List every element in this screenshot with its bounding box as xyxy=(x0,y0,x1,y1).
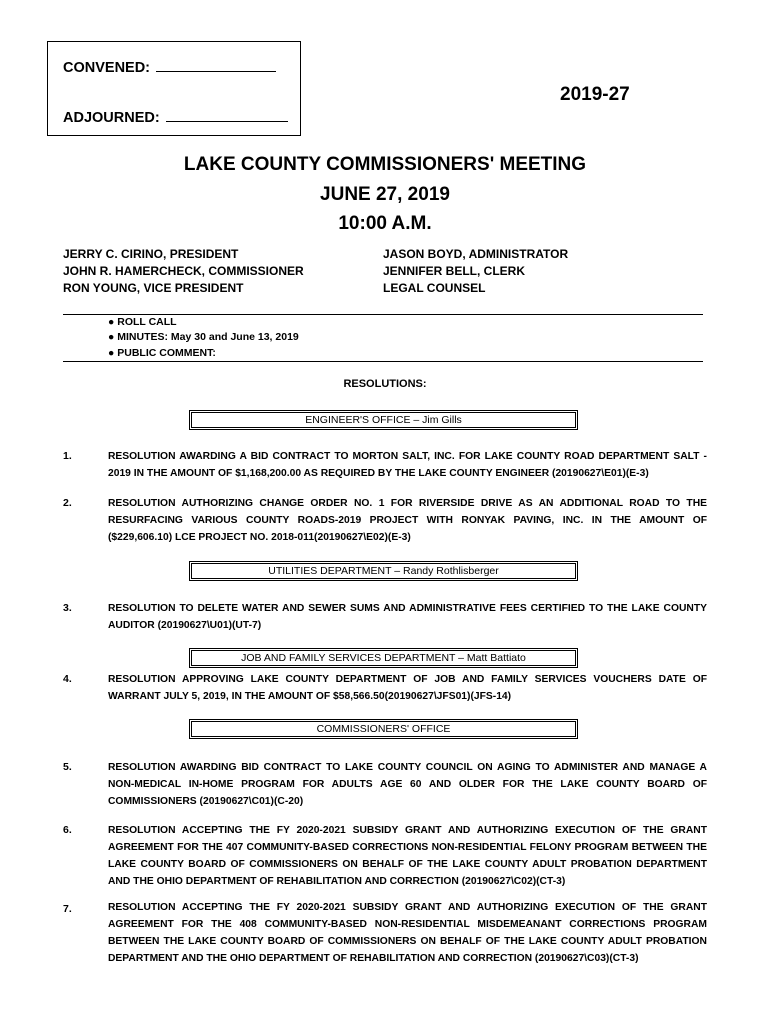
item-number-7: 7. xyxy=(63,903,72,915)
item-number-6: 6. xyxy=(63,824,72,836)
agenda-bottom-rule xyxy=(63,361,703,362)
resolutions-heading: RESOLUTIONS: xyxy=(343,378,427,390)
meeting-title: LAKE COUNTY COMMISSIONERS' MEETING xyxy=(183,154,587,175)
dept-engineers-label: ENGINEER'S OFFICE – Jim Gills xyxy=(191,412,576,428)
adjourned-label: ADJOURNED: xyxy=(63,110,160,126)
official-right-3: LEGAL COUNSEL xyxy=(383,281,486,295)
item-number-1: 1. xyxy=(63,450,72,462)
agenda-top-rule xyxy=(63,314,703,315)
resolution-item-3: RESOLUTION TO DELETE WATER AND SEWER SUMS AND ADMINISTRATIVE FEES CERTIFIED TO THE LAKE COUNTY AUDITOR (20190627\U01)(UT-7) xyxy=(108,603,707,631)
meeting-time: 10:00 A.M. xyxy=(338,213,432,234)
item-number-3: 3. xyxy=(63,602,72,614)
convened-label: CONVENED: xyxy=(63,60,151,76)
official-left-2: JOHN R. HAMERCHECK, COMMISSIONER xyxy=(63,264,304,278)
agenda-public-comment: ● PUBLIC COMMENT: xyxy=(108,347,216,359)
dept-utilities-label: UTILITIES DEPARTMENT – Randy Rothlisberger xyxy=(191,563,576,579)
official-left-3: RON YOUNG, VICE PRESIDENT xyxy=(63,281,244,295)
dept-jfs-label: JOB AND FAMILY SERVICES DEPARTMENT – Matt Battiato xyxy=(191,650,576,666)
meeting-date: JUNE 27, 2019 xyxy=(320,184,450,205)
resolution-item-5: RESOLUTION AWARDING BID CONTRACT TO LAKE COUNTY COUNCIL ON AGING TO ADMINISTER AND MANAGE A NON-MEDICAL IN-HOME PROGRAM FOR ADULTS AGE 60 AND OLDER FOR THE LAKE COUNTY BOARD OF COMMISSIONERS (20190627\C01)(C-20) xyxy=(108,762,707,807)
adjourned-line xyxy=(63,109,288,126)
dept-utilities xyxy=(189,561,578,581)
document-number: 2019-27 xyxy=(560,84,630,105)
resolution-item-6: RESOLUTION ACCEPTING THE FY 2020-2021 SUBSIDY GRANT AND AUTHORIZING EXECUTION OF THE GRANT AGREEMENT FOR THE 407 COMMUNITY-BASED CORRECTIONS NON-RESIDENTIAL FELONY PROGRAM BETWEEN THE LAKE COUNTY BOARD OF COMMISSIONERS ON BEHALF OF THE LAKE COUNTY ADULT PROBATION DEPARTMENT AND THE OHIO DEPARTMENT OF REHABILITATION AND CORRECTION (20190627\C02)(CT-3) xyxy=(108,825,707,887)
item-number-5: 5. xyxy=(63,761,72,773)
dept-engineers-office xyxy=(189,410,578,430)
resolution-item-7: RESOLUTION ACCEPTING THE FY 2020-2021 SUBSIDY GRANT AND AUTHORIZING EXECUTION OF THE GRANT AGREEMENT FOR THE 408 COMMUNITY-BASED NON-RESIDENTIAL MISDEMEANANT CORRECTIONS PROGRAM BETWEEN THE LAKE COUNTY BOARD OF COMMISSIONERS ON BEHALF OF THE LAKE COUNTY ADULT PROBATION DEPARTMENT AND THE OHIO DEPARTMENT OF REHABILITATION AND CORRECTION (20190627\C03)(CT-3) xyxy=(108,902,707,964)
convened-adjourned-box xyxy=(47,41,301,136)
dept-commissioners-office xyxy=(189,719,578,739)
resolution-item-2: RESOLUTION AUTHORIZING CHANGE ORDER NO. 1 FOR RIVERSIDE DRIVE AS AN ADDITIONAL ROAD TO THE RESURFACING VARIOUS COUNTY ROADS-2019 PROJECT WITH RONYAK PAVING, INC. IN THE AMOUNT OF ($229,606.10) LCE PROJECT NO. 2018-011(20190627\E02)(E-3) xyxy=(108,498,707,543)
convened-line xyxy=(63,59,276,76)
resolution-item-1: RESOLUTION AWARDING A BID CONTRACT TO MORTON SALT, INC. FOR LAKE COUNTY ROAD DEPARTMENT SALT - 2019 IN THE AMOUNT OF $1,168,200.00 AS REQUIRED BY THE LAKE COUNTY ENGINEER (20190627\E01)(E-3) xyxy=(108,451,707,479)
adjourned-blank xyxy=(166,109,288,122)
official-left-1: JERRY C. CIRINO, PRESIDENT xyxy=(63,247,239,261)
dept-commissioners-label: COMMISSIONERS' OFFICE xyxy=(191,721,576,737)
official-right-2: JENNIFER BELL, CLERK xyxy=(383,264,526,278)
agenda-roll-call: ● ROLL CALL xyxy=(108,316,177,328)
item-number-4: 4. xyxy=(63,673,72,685)
resolution-item-4: RESOLUTION APPROVING LAKE COUNTY DEPARTMENT OF JOB AND FAMILY SERVICES VOUCHERS DATE OF WARRANT JULY 5, 2019, IN THE AMOUNT OF $58,566.50(20190627\JFS01)(JFS-14) xyxy=(108,674,707,702)
agenda-minutes: ● MINUTES: May 30 and June 13, 2019 xyxy=(108,331,299,343)
item-number-2: 2. xyxy=(63,497,72,509)
official-right-1: JASON BOYD, ADMINISTRATOR xyxy=(383,247,569,261)
dept-job-family-services xyxy=(189,648,578,668)
convened-blank xyxy=(156,59,276,72)
